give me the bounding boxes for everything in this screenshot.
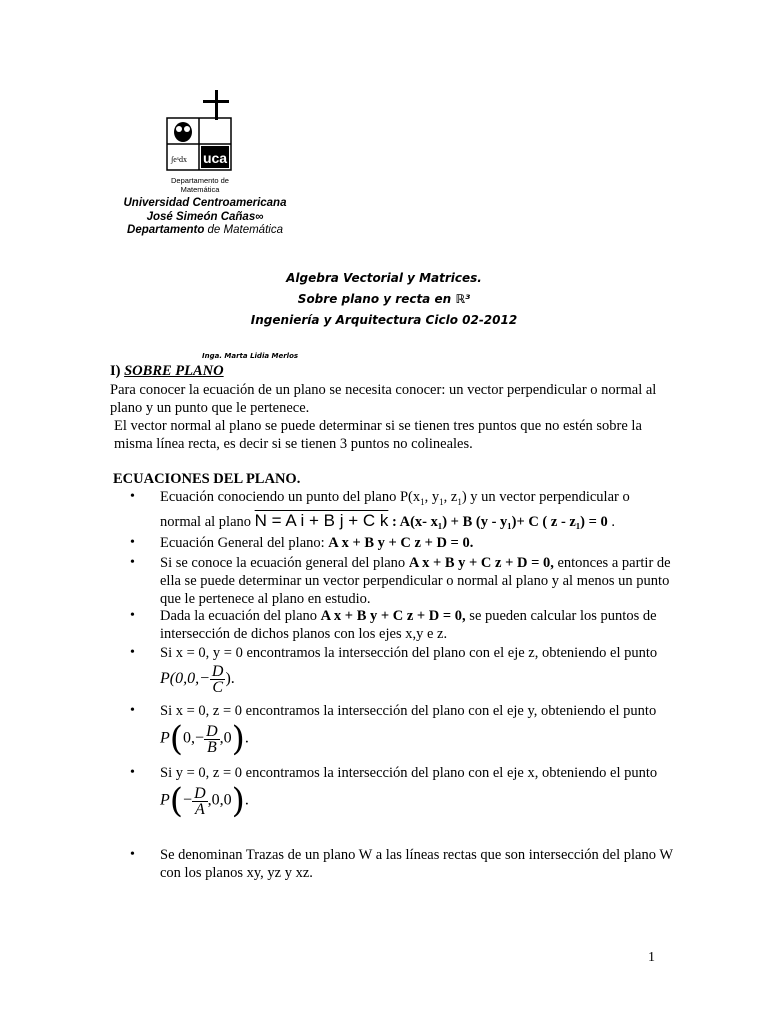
institution-subname: José Simeón Cañas∞: [146, 210, 264, 223]
institution-name: Universidad Centroamericana: [123, 197, 287, 209]
uca-logo: [165, 88, 237, 184]
institution-block: Universidad Centroamericana José Simeón Cañas∞ Departamento de Matemática: [123, 197, 287, 236]
paragraph-1: Para conocer la ecuación de un plano se necesita conocer: un vector perpendicular o normal al plano y un punto que le pertenece.: [110, 382, 657, 416]
formula-x-intercept: P(− $\frac{D}{A}$ ,0,0).: [160, 781, 249, 821]
formula-z-intercept: P(0,0,− $\frac{D}{C}$ ).: [160, 663, 235, 696]
formula-y-intercept: P(0,− $\frac{D}{B}$ ,0).: [160, 719, 249, 759]
equations-heading: ECUACIONES DEL PLANO.: [113, 471, 301, 487]
author: Inga. Marta Lidia Merlos: [202, 352, 299, 360]
section-heading: I) SOBRE PLANO: [110, 363, 224, 379]
paragraph-2: El vector normal al plano se puede determinar si se tienen tres puntos que no estén sobre la misma línea recta, es decir si se tienen 3 puntos no colineales.: [114, 418, 642, 452]
logo-integral: ∫eˣdx: [171, 155, 188, 164]
doc-title-1: Algebra Vectorial y Matrices.: [286, 271, 482, 285]
bullet-list: • Ecuación conociendo un punto del plano $P(x_1$, $y_1$, $z_1$) y un vector perpendicular o normal al plano N = A i + B j + C k : A(x- x₁) + B (y - y₁)+ C ( z - z₁) = 0 . • Ecuación General del plano: A x + B y + C z + D = 0. • Si se conoce la ecuación general del plano A x + B y + C z + D = 0, entonces a partir de ella se puede determinar un vector perpendicular o normal al plano y al menos un punto que le pertenece al plano en estudio. • Dada la ecuación del plano A x + B y + C z + D = 0, se pueden calcular los puntos de intersección de dichos planos con los ejes x,y e z. • Si x = 0, y = 0 encontramos la intersección del plano con el eje z, obteniendo el punto • Si x = 0, z = 0 encontramos la intersección del plano con el eje y, obteniendo el punto • Si y = 0, z = 0 encontramos la intersección del plano con el eje x, obteniendo el punto • Se denominan Trazas de un plano W a las líneas rectas que son intersección del plano W con los planos xy, yz y xz.: [130, 489, 673, 881]
logo-caption: Departamento de Matemática: [171, 176, 229, 194]
logo-letters: uca: [202, 150, 228, 166]
normal-vector: N = A i + B j + C k: [254, 511, 389, 530]
page-number: 1: [648, 950, 655, 965]
doc-title-2: Sobre plano y recta en ℝ³: [297, 292, 471, 306]
doc-title-3: Ingeniería y Arquitectura Ciclo 02-2012: [250, 313, 518, 327]
